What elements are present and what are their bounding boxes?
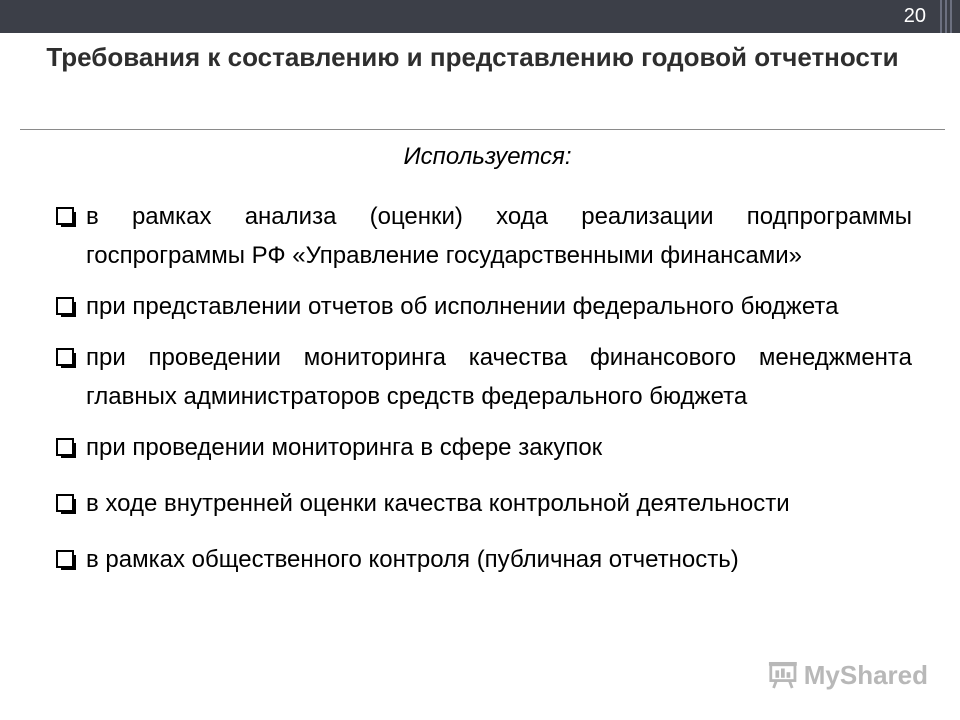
checkbox-square-icon — [56, 207, 78, 229]
decorative-stripes — [930, 0, 952, 33]
checkbox-square-icon — [56, 348, 78, 370]
slide-subtitle: Используется: — [403, 143, 572, 170]
page-number: 20 — [903, 5, 926, 27]
list-item — [48, 197, 912, 275]
slide-title: Требования к составлению и представлению годовой отчетности — [46, 42, 899, 72]
list-item — [48, 338, 912, 416]
watermark-text: MyShared — [803, 659, 928, 690]
checkbox-square-icon — [56, 297, 78, 319]
list-item — [48, 428, 912, 467]
list-item — [48, 484, 912, 523]
list-item-text: в рамках анализа (оценки) хода реализации подпрограммы госпрограммы РФ «Управление государственными финансами» — [86, 203, 912, 269]
top-bar — [0, 0, 960, 33]
checkbox-square-icon — [56, 438, 78, 460]
bullet-list — [48, 197, 912, 596]
title-divider — [20, 129, 945, 130]
checkbox-square-icon — [56, 494, 78, 516]
list-item-text: при проведении мониторинга качества финансового менеджмента главных администраторов средств федерального бюджета — [86, 344, 912, 410]
list-item-text: в ходе внутренней оценки качества контрольной деятельности — [86, 490, 790, 517]
list-item-text: при представлении отчетов об исполнении федерального бюджета — [86, 293, 839, 320]
list-item — [48, 287, 912, 326]
list-item — [48, 540, 912, 579]
list-item-text: при проведении мониторинга в сфере закупок — [86, 434, 603, 461]
checkbox-square-icon — [56, 550, 78, 572]
presentation-board-icon — [768, 660, 798, 690]
list-item-text: в рамках общественного контроля (публичная отчетность) — [86, 546, 739, 573]
watermark — [768, 657, 928, 693]
